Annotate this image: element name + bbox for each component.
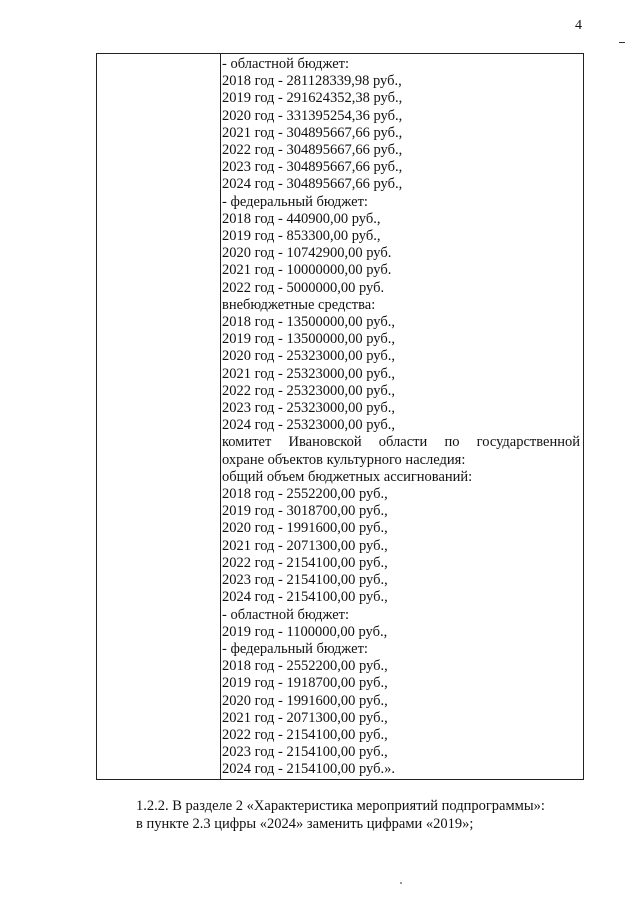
table-text-line: 2024 год - 25323000,00 руб., <box>222 417 395 434</box>
table-text-line: комитет Ивановской области по государственной <box>222 434 580 451</box>
table-text-line: 2022 год - 2154100,00 руб., <box>222 726 388 743</box>
table-text-line: - областной бюджет: <box>222 606 350 623</box>
table-text-line: 2019 год - 13500000,00 руб., <box>222 331 395 348</box>
budget-table <box>96 53 584 780</box>
table-text-line: 2019 год - 1918700,00 руб., <box>222 675 388 692</box>
table-text-line: 2022 год - 304895667,66 руб., <box>222 142 403 159</box>
table-text-line: 2024 год - 2154100,00 руб., <box>222 589 388 606</box>
table-text-line: 2020 год - 1991600,00 руб., <box>222 520 388 537</box>
table-text-line: 2020 год - 25323000,00 руб., <box>222 348 395 365</box>
table-right-cell <box>222 56 580 779</box>
footer-line-2: в пункте 2.3 цифры «2024» заменить цифрами «2019»; <box>136 816 474 832</box>
table-text-line: 2021 год - 25323000,00 руб., <box>222 365 395 382</box>
table-text-line: 2019 год - 853300,00 руб., <box>222 228 381 245</box>
scan-edge-mark <box>619 42 625 43</box>
table-text-line: 2022 год - 5000000,00 руб. <box>222 279 385 296</box>
footer-paragraph <box>136 797 545 833</box>
table-text-line: 2024 год - 304895667,66 руб., <box>222 176 403 193</box>
table-text-line: - областной бюджет: <box>222 56 350 72</box>
table-text-line: 2018 год - 2552200,00 руб., <box>222 486 388 503</box>
page-number: 4 <box>575 18 582 33</box>
table-text-line: 2020 год - 1991600,00 руб., <box>222 692 388 709</box>
table-text-line: 2024 год - 2154100,00 руб.». <box>222 761 395 778</box>
table-text-line: 2019 год - 291624352,38 руб., <box>222 90 403 107</box>
table-text-line: 2018 год - 13500000,00 руб., <box>222 314 395 331</box>
table-text-line: 2023 год - 2154100,00 руб., <box>222 744 388 761</box>
scan-dot-mark <box>400 882 402 884</box>
table-text-line: 2023 год - 25323000,00 руб., <box>222 400 395 417</box>
table-text-line: 2023 год - 304895667,66 руб., <box>222 159 403 176</box>
table-text-line: 2021 год - 2071300,00 руб., <box>222 537 388 554</box>
table-text-line: 2018 год - 2552200,00 руб., <box>222 658 388 675</box>
table-text-line: 2018 год - 440900,00 руб., <box>222 210 381 227</box>
table-text-line: 2020 год - 331395254,36 руб., <box>222 107 403 124</box>
table-text-line: - федеральный бюджет: <box>222 193 368 210</box>
table-text-line: охране объектов культурного наследия: <box>222 451 466 468</box>
table-text-line: 2022 год - 2154100,00 руб., <box>222 554 388 571</box>
table-text-line: 2018 год - 281128339,98 руб., <box>222 73 402 90</box>
table-text-line: 2019 год - 3018700,00 руб., <box>222 503 388 520</box>
table-text-line: 2021 год - 2071300,00 руб., <box>222 709 388 726</box>
table-text-line: 2022 год - 25323000,00 руб., <box>222 382 395 399</box>
table-text-line: 2021 год - 304895667,66 руб., <box>222 124 403 141</box>
table-text-line: 2020 год - 10742900,00 руб. <box>222 245 392 262</box>
table-text-line: 2023 год - 2154100,00 руб., <box>222 572 388 589</box>
footer-line-1: 1.2.2. В разделе 2 «Характеристика мероприятий подпрограммы»: <box>136 798 545 814</box>
table-text-line: общий объем бюджетных ассигнований: <box>222 468 473 485</box>
table-text-line: 2019 год - 1100000,00 руб., <box>222 623 388 640</box>
table-column-divider <box>220 54 221 779</box>
table-text-line: внебюджетные средства: <box>222 296 376 313</box>
table-text-line: 2021 год - 10000000,00 руб. <box>222 262 392 279</box>
table-text-line: - федеральный бюджет: <box>222 640 368 657</box>
